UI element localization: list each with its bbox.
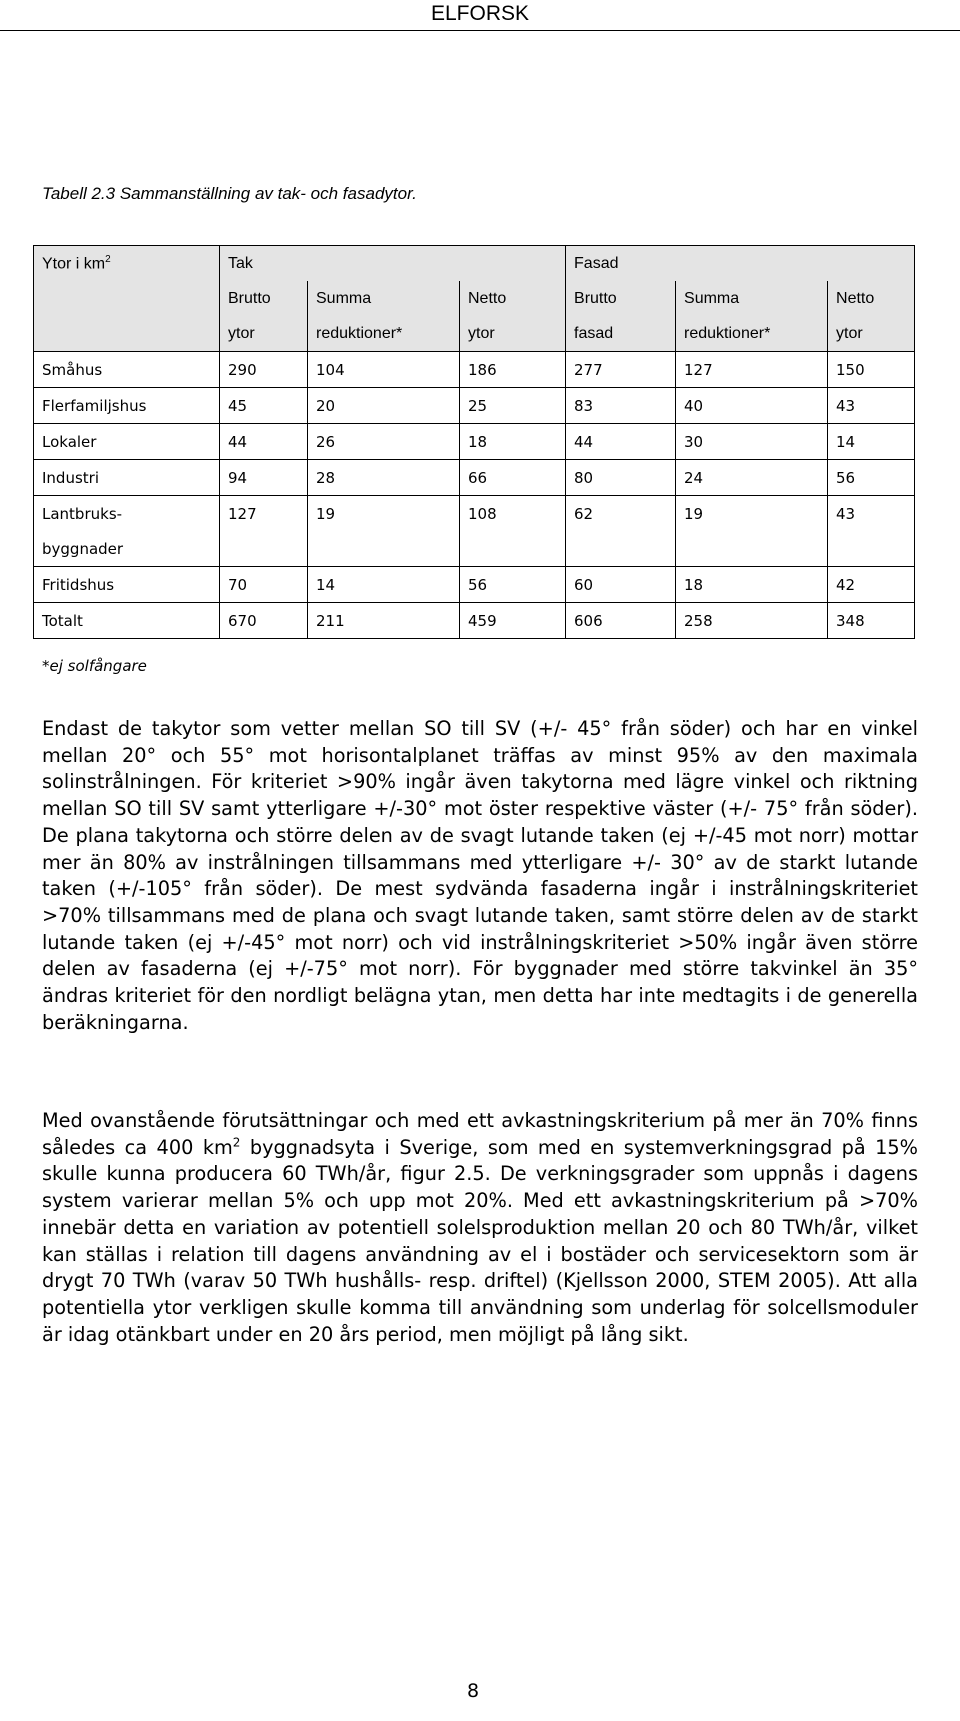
cell: 56: [828, 460, 915, 496]
row-label: Lokaler: [34, 424, 220, 460]
cell: 70: [220, 567, 308, 603]
cell: 277: [566, 352, 676, 388]
cell: 26: [308, 424, 460, 460]
cell: 606: [566, 603, 676, 639]
header-rule: [0, 30, 960, 31]
col-header: ytor: [828, 316, 915, 352]
row-label: Flerfamiljshus: [34, 388, 220, 424]
table-caption: Tabell 2.3 Sammanställning av tak- och fasadytor.: [42, 184, 417, 203]
cell: 42: [828, 567, 915, 603]
col-header: reduktioner*: [676, 316, 828, 352]
cell: 25: [460, 388, 566, 424]
cell: 19: [676, 496, 828, 532]
cell: 104: [308, 352, 460, 388]
cell: 44: [566, 424, 676, 460]
cell: 348: [828, 603, 915, 639]
corner-label: Ytor i km: [42, 255, 106, 273]
col-header: reduktioner*: [308, 316, 460, 352]
table-row-continuation: [34, 531, 915, 567]
empty-cell: [676, 531, 828, 567]
table-row: [34, 388, 915, 424]
col-header: Netto: [828, 281, 915, 316]
table-row: [34, 567, 915, 603]
col-header: ytor: [460, 316, 566, 352]
cell: 62: [566, 496, 676, 532]
empty-cell: [308, 531, 460, 567]
corner-sup: 2: [105, 253, 111, 265]
table-row: [34, 424, 915, 460]
cell: 186: [460, 352, 566, 388]
group-header-tak: Tak: [220, 246, 566, 282]
cell: 18: [676, 567, 828, 603]
row-label: Industri: [34, 460, 220, 496]
empty-cell: [828, 531, 915, 567]
cell: 28: [308, 460, 460, 496]
col-header: ytor: [220, 316, 308, 352]
row-label: Lantbruks-: [34, 496, 220, 532]
cell: 127: [676, 352, 828, 388]
table-row-total: [34, 603, 915, 639]
cell: 94: [220, 460, 308, 496]
cell: 127: [220, 496, 308, 532]
cell: 43: [828, 388, 915, 424]
cell: 30: [676, 424, 828, 460]
table-header-row-1: [34, 246, 915, 282]
empty-header-cell: [34, 281, 220, 316]
empty-cell: [566, 531, 676, 567]
cell: 20: [308, 388, 460, 424]
col-header: Summa: [308, 281, 460, 316]
table-header-row-2: [34, 281, 915, 316]
cell: 258: [676, 603, 828, 639]
cell: 150: [828, 352, 915, 388]
cell: 108: [460, 496, 566, 532]
paragraph-potential: [42, 1108, 918, 1348]
col-header: fasad: [566, 316, 676, 352]
cell: 24: [676, 460, 828, 496]
paragraph-text-part1: Med ovanstående förutsättningar och med ett avkastningskriterium på mer än 70% finns således ca 400 km: [42, 1109, 918, 1159]
table-row: [34, 352, 915, 388]
cell: 290: [220, 352, 308, 388]
cell: 45: [220, 388, 308, 424]
page-header: [0, 0, 960, 31]
row-label-continuation: byggnader: [34, 531, 220, 567]
cell: 83: [566, 388, 676, 424]
cell: 80: [566, 460, 676, 496]
cell: 44: [220, 424, 308, 460]
table-header-row-3: [34, 316, 915, 352]
col-header: Brutto: [220, 281, 308, 316]
empty-cell: [460, 531, 566, 567]
group-header-fasad: Fasad: [566, 246, 915, 282]
empty-cell: [220, 531, 308, 567]
cell: 43: [828, 496, 915, 532]
cell: 19: [308, 496, 460, 532]
table-row: [34, 460, 915, 496]
row-label: Totalt: [34, 603, 220, 639]
paragraph-text-part2: byggnadsyta i Sverige, som med en systemverkningsgrad på 15% skulle kunna producera 60 TWh/år, figur 2.5. De verkningsgrader som uppnås i dagens system varierar mellan 5% och upp mot 20%. Med ett avkastningskriterium på >70% innebär detta en variation av potentiell solelsproduktion mellan 20 och 80 TWh/år, vilket kan ställas i relation till dagens användning av el i bostäder och servicesektorn som är drygt 70 TWh (varav 50 TWh hushålls- resp. driftel) (Kjellsson 2000, STEM 2005). Att alla potentiella ytor verkligen skulle komma till användning som underlag för solcellsmoduler är idag otänkbart under en 20 års period, men möjligt på lång sikt.: [42, 1135, 919, 1346]
area-table: [33, 245, 915, 639]
cell: 60: [566, 567, 676, 603]
col-header: Brutto: [566, 281, 676, 316]
col-header: Netto: [460, 281, 566, 316]
page-number: 8: [466, 1680, 480, 1702]
km2-superscript: 2: [232, 1135, 241, 1150]
cell: 40: [676, 388, 828, 424]
cell: 211: [308, 603, 460, 639]
corner-header: [34, 246, 220, 282]
cell: 66: [460, 460, 566, 496]
cell: 18: [460, 424, 566, 460]
col-header: Summa: [676, 281, 828, 316]
table-row: [34, 496, 915, 532]
row-label: Fritidshus: [34, 567, 220, 603]
row-label: Småhus: [34, 352, 220, 388]
empty-header-cell: [34, 316, 220, 352]
cell: 14: [308, 567, 460, 603]
paragraph-criteria: Endast de takytor som vetter mellan SO till SV (+/- 45° från söder) och har en vinkel mellan 20° och 55° mot horisontalplanet träffas av minst 95% av den maximala solinstrålningen. För kriteriet >90% ingår även takytorna med lägre vinkel och riktning mellan SO till SV samt ytterligare +/-30° mot öster respektive väster (+/- 75° från söder). De plana takytorna och större delen av de svagt lutande taken (ej +/-45 mot norr) mottar mer än 80% av instrålningen tillsammans med ytterligare +/- 30° av de starkt lutande taken (+/-105° från söder). De mest sydvända fasaderna ingår i instrålningskriteriet >70% tillsammans med de plana och svagt lutande taken, samt större delen av de starkt lutande taken (ej +/-45° mot norr) och vid instrålningskriteriet >50% ingår även större delen av fasaderna (ej +/-75° mot norr). För byggnader med större takvinkel än 35° ändras kriteriet för den nordligt belägna ytan, men detta har inte medtagits i de generella beräkningarna.: [42, 717, 918, 1034]
cell: 670: [220, 603, 308, 639]
header-title: ELFORSK: [430, 2, 530, 25]
cell: 56: [460, 567, 566, 603]
cell: 14: [828, 424, 915, 460]
cell: 459: [460, 603, 566, 639]
table-footnote: *ej solfångare: [42, 657, 147, 675]
